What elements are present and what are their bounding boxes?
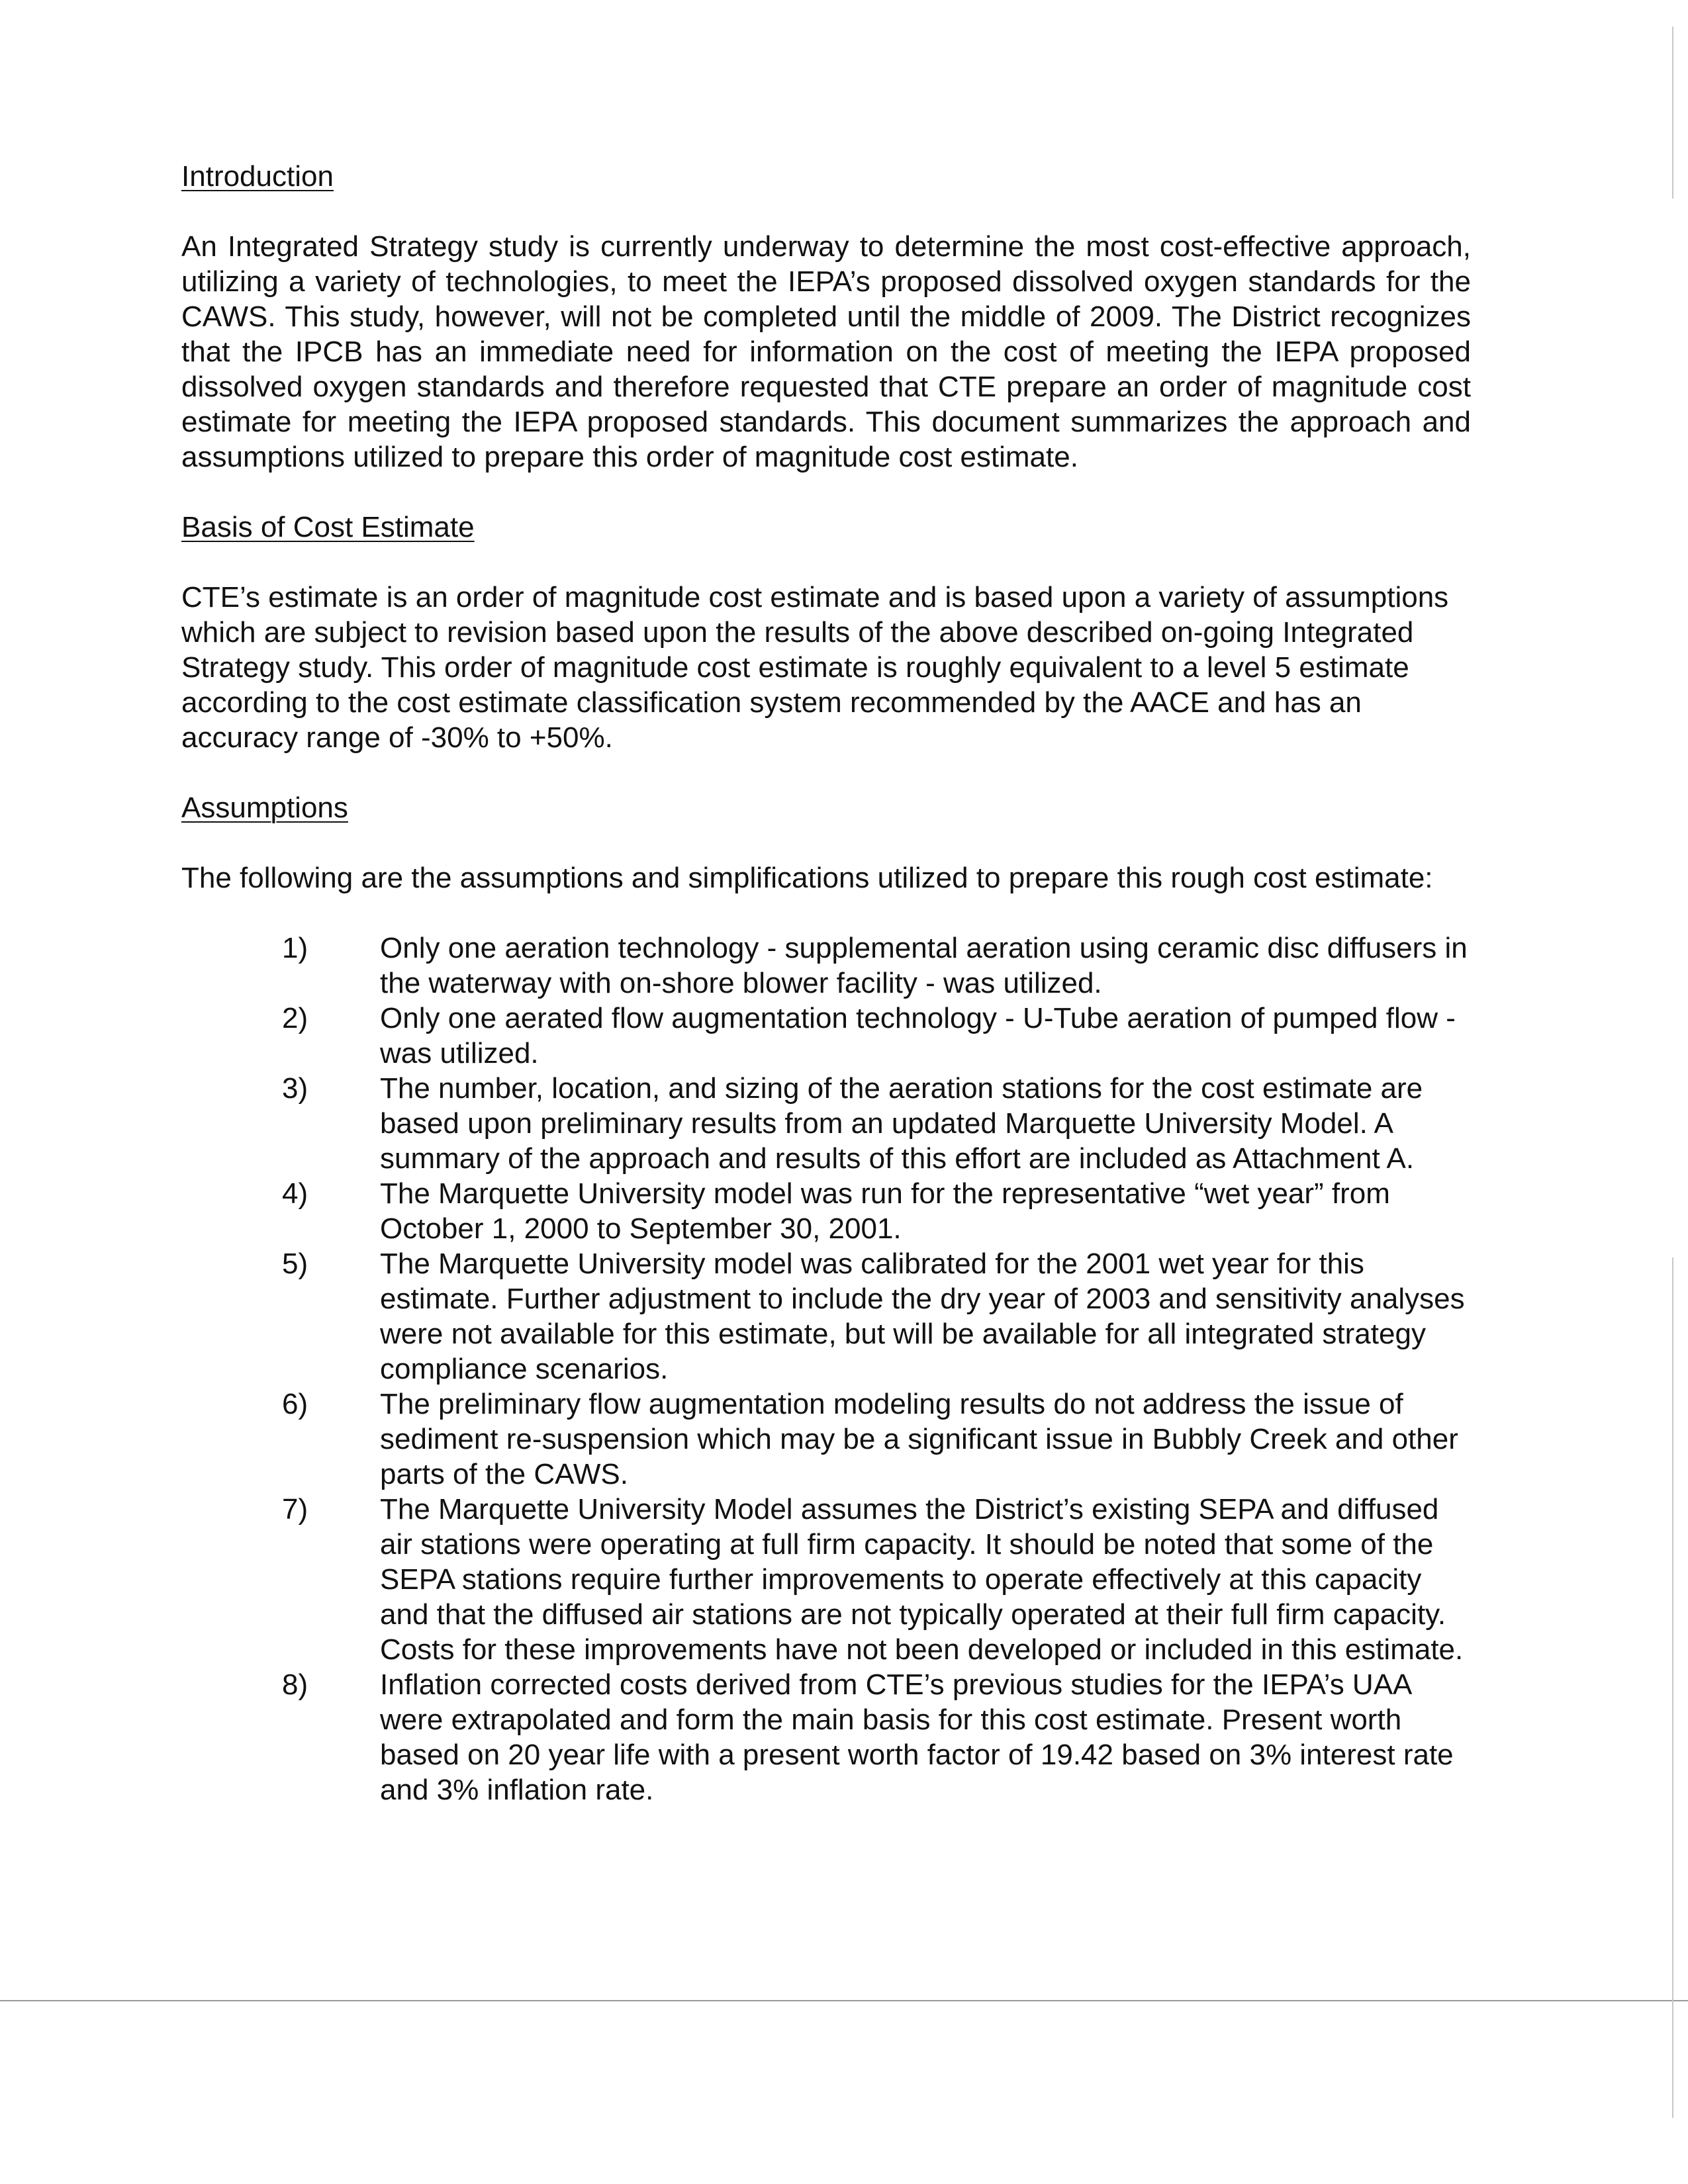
list-item-number: 8) (282, 1668, 308, 1701)
list-item-text: The Marquette University model was run for the representative “wet year” from October 1, 2000 to September 30, 2001. (380, 1177, 1390, 1245)
list-item-text: The Marquette University Model assumes the District’s existing SEPA and diffused air stations were operating at full firm capacity. It should be noted that some of the SEPA stations require further improvements to operate effectively at this capacity and that the diffused air stations are not typically operated at their full firm capacity. Costs for these improvements have not been developed or included in this estimate. (380, 1493, 1464, 1666)
list-item-number: 7) (282, 1493, 308, 1525)
list-item (181, 931, 1471, 1001)
assumptions-list (181, 931, 1471, 1807)
list-item-number: 6) (282, 1388, 308, 1420)
list-item (181, 1492, 1471, 1667)
basis-heading: Basis of Cost Estimate (181, 511, 475, 543)
list-item-number: 1) (282, 932, 308, 964)
scan-edge-mark (1672, 1257, 1673, 2118)
basis-paragraph: CTE’s estimate is an order of magnitude cost estimate and is based upon a variety of assumptions which are subject to revision based upon the results of the above described on-going Integrated Strategy study. This order of magnitude cost estimate is roughly equivalent to a level 5 estimate according to the cost estimate classification system recommended by the AACE and has an accuracy range of -30% to +50%. (181, 581, 1449, 754)
list-item-number: 5) (282, 1248, 308, 1280)
assumptions-intro: The following are the assumptions and simplifications utilized to prepare this rough cost estimate: (181, 862, 1433, 894)
list-item-text: The number, location, and sizing of the aeration stations for the cost estimate are based upon preliminary results from an updated Marquette University Model. A summary of the approach and results of this effort are included as Attachment A. (380, 1072, 1423, 1175)
list-item-number: 2) (282, 1002, 308, 1034)
introduction-heading: Introduction (181, 160, 334, 193)
scan-divider-line (0, 2000, 1688, 2001)
list-item-text: Inflation corrected costs derived from CTE’s previous studies for the IEPA’s UAA were extrapolated and form the main basis for this cost estimate. Present worth based on 20 year life with a present worth factor of 19.42 based on 3% interest rate and 3% inflation rate. (380, 1668, 1454, 1806)
list-item (181, 1246, 1471, 1387)
list-item-text: Only one aerated flow augmentation technology - U-Tube aeration of pumped flow - was utilized. (380, 1002, 1456, 1069)
document-body (181, 159, 1471, 1807)
list-item (181, 1071, 1471, 1176)
list-item-text: Only one aeration technology - supplemental aeration using ceramic disc diffusers in the waterway with on-shore blower facility - was utilized. (380, 932, 1468, 999)
introduction-paragraph: An Integrated Strategy study is currently underway to determine the most cost-effective approach, utilizing a variety of technologies, to meet the IEPA’s proposed dissolved oxygen standards for the CAWS. This study, however, will not be completed until the middle of 2009. The District recognizes that the IPCB has an immediate need for information on the cost of meeting the IEPA proposed dissolved oxygen standards and therefore requested that CTE prepare an order of magnitude cost estimate for meeting the IEPA proposed standards. This document summarizes the approach and assumptions utilized to prepare this order of magnitude cost estimate. (181, 230, 1471, 473)
list-item-number: 3) (282, 1072, 308, 1105)
list-item (181, 1667, 1471, 1807)
list-item (181, 1176, 1471, 1246)
list-item-text: The preliminary flow augmentation modeling results do not address the issue of sediment re-suspension which may be a significant issue in Bubbly Creek and other parts of the CAWS. (380, 1388, 1458, 1490)
assumptions-heading: Assumptions (181, 792, 348, 824)
scan-edge-mark (1672, 26, 1673, 199)
list-item (181, 1387, 1471, 1492)
list-item-number: 4) (282, 1177, 308, 1210)
list-item (181, 1001, 1471, 1071)
list-item-text: The Marquette University model was calibrated for the 2001 wet year for this estimate. Further adjustment to include the dry year of 2003 and sensitivity analyses were not available for this estimate, but will be available for all integrated strategy compliance scenarios. (380, 1248, 1465, 1385)
